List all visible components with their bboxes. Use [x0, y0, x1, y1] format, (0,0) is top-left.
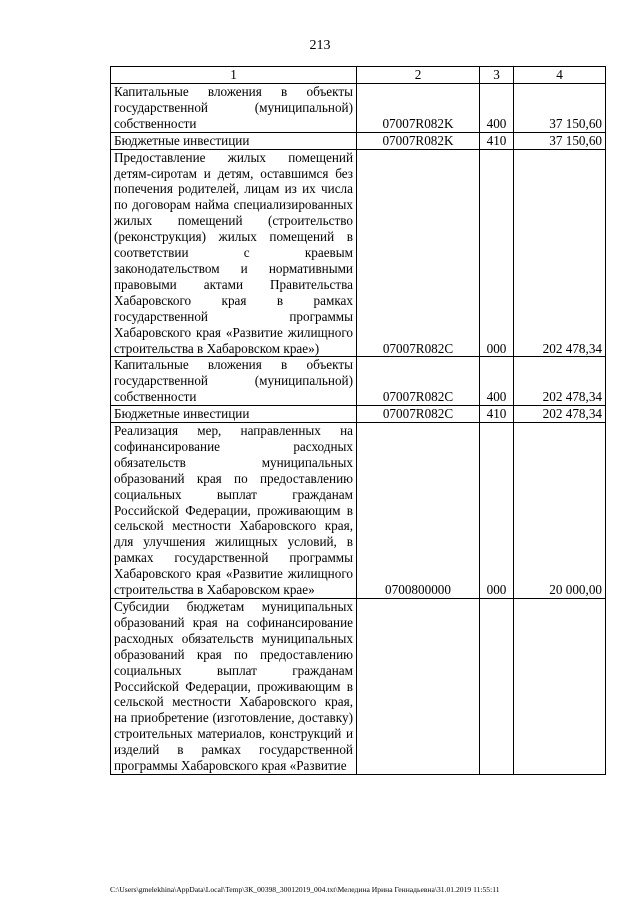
table-header-row [111, 67, 606, 84]
file-path-footer: C:\Users\gmelekhina\AppData\Local\Temp\ЗК_00398_30012019_004.txt\Меледина Ирина Геннадьевна\31.01.2019 11:55:11 [110, 885, 500, 894]
row-description: Субсидии бюджетам муниципальных образований края на софинансирование расходных обязательств муниципальных образований края по предоставлению социальных выплат гражданам Российской Федерации, проживающим в сельской местности Хабаровского края, на приобретение (изготовление, доставку) строительных материалов, конструкций и изделий в рамках государственной программы Хабаровского края «Развитие [111, 599, 357, 775]
row-amount: 202 478,34 [514, 406, 606, 423]
row-amount: 202 478,34 [514, 149, 606, 357]
row-description: Предоставление жилых помещений детям-сиротам и детям, оставшимся без попечения родителей, лицам из их числа по договорам найма специализированных жилых помещений (строительство (реконструкция) жилых помещений в соответствии с краевым законодательством и нормативными правовыми актами Правительства Хабаровского края в рамках государственной программы Хабаровского края «Развитие жилищного строительства в Хабаровском крае») [111, 149, 357, 357]
row-amount: 20 000,00 [514, 423, 606, 599]
column-header-2: 2 [357, 67, 480, 84]
budget-table [110, 66, 606, 775]
row-code: 07007R082C [357, 357, 480, 406]
row-description: Капитальные вложения в объекты государственной (муниципальной) собственности [111, 357, 357, 406]
page-number: 213 [309, 38, 331, 53]
column-header-1: 1 [111, 67, 357, 84]
row-amount: 37 150,60 [514, 84, 606, 133]
row-code: 0700800000 [357, 423, 480, 599]
row-expense-type: 410 [480, 406, 514, 423]
row-expense-type: 400 [480, 84, 514, 133]
row-description: Капитальные вложения в объекты государственной (муниципальной) собственности [111, 84, 357, 133]
row-expense-type: 400 [480, 357, 514, 406]
table-row [111, 149, 606, 357]
row-expense-type: 410 [480, 132, 514, 149]
row-code: 07007R082K [357, 132, 480, 149]
row-amount: 37 150,60 [514, 132, 606, 149]
table-row [111, 599, 606, 775]
row-description: Бюджетные инвестиции [111, 406, 357, 423]
table-row [111, 423, 606, 599]
row-description: Реализация мер, направленных на софинансирование расходных обязательств муниципальных образований края по предоставлению социальных выплат гражданам Российской Федерации, проживающим в сельской местности Хабаровского края, для улучшения жилищных условий, в рамках государственной программы Хабаровского края «Развитие жилищного строительства в Хабаровском крае» [111, 423, 357, 599]
column-header-4: 4 [514, 67, 606, 84]
row-amount: 202 478,34 [514, 357, 606, 406]
column-header-3: 3 [480, 67, 514, 84]
row-expense-type: 000 [480, 423, 514, 599]
row-code: 07007R082C [357, 406, 480, 423]
row-description: Бюджетные инвестиции [111, 132, 357, 149]
table-row [111, 84, 606, 133]
row-code [357, 599, 480, 775]
row-expense-type [480, 599, 514, 775]
table-row [111, 132, 606, 149]
row-code: 07007R082C [357, 149, 480, 357]
table-row [111, 357, 606, 406]
row-amount [514, 599, 606, 775]
table-row [111, 406, 606, 423]
row-expense-type: 000 [480, 149, 514, 357]
row-code: 07007R082K [357, 84, 480, 133]
